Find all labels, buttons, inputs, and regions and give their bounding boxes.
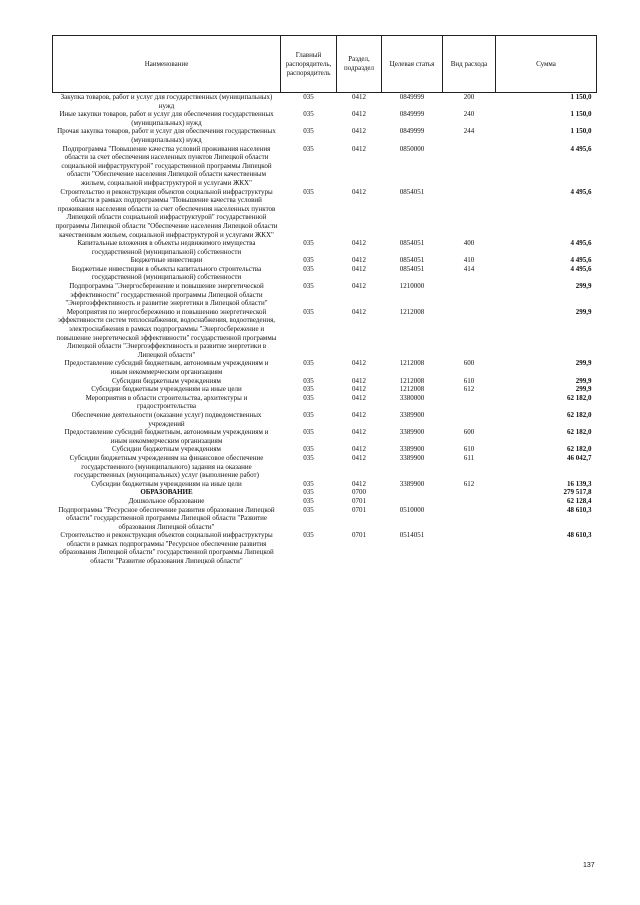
table-row [53,127,597,144]
cell-admin: 035 [303,445,314,454]
cell-sum: 62 182,0 [567,428,592,437]
cell-admin: 035 [303,479,314,488]
cell-sum: 62 182,0 [567,410,592,419]
cell-admin: 035 [303,496,314,505]
cell-target: 0849999 [399,127,425,136]
cell-target: 3389900 [399,410,425,419]
cell-sum: 4 495,6 [570,264,592,273]
cell-expense-type [443,394,496,411]
cell-admin: 035 [303,453,314,462]
cell-name: Обеспечение деятельности (оказание услуг) подведомственных учреждений [71,410,262,428]
cell-section: 0412 [352,127,366,136]
cell-admin: 035 [303,264,314,273]
cell-name: Закупка товаров, работ и услуг для государственных (муниципальных) нужд [60,93,273,110]
cell-sum: 1 150,0 [570,93,592,101]
header-target: Целевая статья [382,36,443,93]
cell-sum: 62 182,0 [567,445,592,454]
cell-target: 3389900 [399,428,425,437]
cell-target: 0854051 [399,239,425,248]
cell-expense-type: 612 [463,479,475,488]
cell-admin: 035 [303,110,314,119]
cell-admin: 035 [303,505,314,514]
cell-name: Подпрограмма "Ресурсное обеспечение развития образования Липецкой области" государственной программы Липецкой области "Развитие образования Липецкой области" [58,505,275,531]
table-row [53,188,597,240]
cell-target: 0854051 [399,256,425,265]
cell-name: Бюджетные инвестиции [130,256,203,265]
table-row [53,256,597,265]
cell-expense-type: 611 [463,453,475,462]
table-row [53,377,597,386]
cell-expense-type [443,411,496,428]
cell-sum: 1 150,0 [570,110,592,119]
cell-name: Бюджетные инвестиции в объекты капитального строительства государственной (муниципальной) собственности [71,264,262,282]
table-row [53,488,597,497]
header-name: Наименование [53,36,281,93]
cell-expense-type: 600 [463,359,475,368]
cell-expense-type: 410 [463,256,475,265]
cell-name: Предоставление субсидий бюджетным, автономным учреждениям и иным некоммерческим организациям [64,359,269,376]
cell-section: 0412 [352,144,366,153]
cell-name: Прочая закупка товаров, работ и услуг для обеспечения государственных (муниципальных) нужд [57,127,276,144]
table-row [53,145,597,188]
cell-sum: 299,9 [575,385,592,394]
cell-target: 3380000 [399,393,425,402]
budget-table [52,35,597,566]
cell-section: 0412 [352,393,366,402]
header-section: Раздел, подраздел [337,36,382,93]
cell-name: Мероприятия в области строительства, архитектуры и градостроительства [85,393,248,411]
cell-target: 0514051 [399,531,425,540]
cell-name: Иные закупки товаров, работ и услуг для обеспечения государственных (муниципальных) нужд [59,110,274,127]
cell-section: 0412 [352,307,366,316]
table-row [53,445,597,454]
cell-admin: 035 [303,256,314,265]
cell-section: 0412 [352,376,366,385]
cell-section: 0412 [352,264,366,273]
table-row [53,531,597,565]
cell-name: Субсидии бюджетным учреждениям [112,376,221,385]
cell-sum: 62 128,4 [567,496,592,505]
cell-target: 0849999 [399,93,425,101]
table-header-row [53,36,597,93]
cell-target: 3389900 [399,453,425,462]
cell-target: 3389900 [399,445,425,454]
cell-sum: 1 150,0 [570,127,592,136]
cell-sum: 4 495,6 [570,187,592,196]
cell-name: Субсидии бюджетным учреждениям [112,445,221,454]
cell-target: 1212008 [399,376,425,385]
cell-section: 0412 [352,410,366,419]
cell-expense-type [443,531,496,565]
cell-target: 0854051 [399,187,425,196]
cell-sum: 62 182,0 [567,393,592,402]
cell-expense-type: 244 [463,127,475,136]
cell-name: Субсидии бюджетным учреждениям на финансовое обеспечение государственного (муниципального) задания на оказание государственных (муниципальных) услуг (выполнение работ) [69,453,264,480]
cell-target: 1212008 [399,307,425,316]
cell-section: 0701 [352,531,366,540]
cell-admin: 035 [303,488,314,497]
cell-name: Капитальные вложения в объекты недвижимого имущества государственной (муниципальной) собственности [77,239,256,256]
cell-admin: 035 [303,127,314,136]
table-body [53,93,597,566]
cell-expense-type: 610 [463,445,475,454]
table-row [53,385,597,394]
cell-section: 0412 [352,428,366,437]
cell-admin: 035 [303,239,314,248]
cell-target: 0849999 [399,110,425,119]
cell-sum: 16 139,3 [567,479,592,488]
cell-name: Субсидии бюджетным учреждениям на иные цели [91,479,242,488]
cell-admin: 035 [303,428,314,437]
cell-expense-type: 414 [463,264,475,273]
cell-section: 0412 [352,187,366,196]
table-row [53,93,597,111]
cell-expense-type [443,506,496,532]
cell-section: 0412 [352,445,366,454]
cell-section: 0412 [352,93,366,101]
cell-expense-type: 400 [463,239,475,248]
table-row [53,428,597,445]
cell-sum: 48 610,3 [567,505,592,514]
cell-sum: 299,9 [575,359,592,368]
cell-target [382,488,443,497]
cell-name: Подпрограмма "Энергосбережение и повышение энергетической эффективности" государственной программы Липецкой области "Энергоэффективность и развитие энергетики в Липецкой области" [65,282,268,308]
cell-admin: 035 [303,144,314,153]
cell-expense-type [443,497,496,506]
cell-expense-type [443,282,496,308]
cell-sum: 4 495,6 [570,256,592,265]
cell-admin: 035 [303,307,314,316]
cell-expense-type: 240 [463,110,475,119]
cell-section: 0412 [352,256,366,265]
cell-section: 0701 [352,496,366,505]
cell-admin: 035 [303,393,314,402]
cell-sum: 4 495,6 [570,239,592,248]
cell-target: 0854051 [399,264,425,273]
cell-target: 0850000 [399,144,425,153]
cell-sum: 299,9 [575,376,592,385]
cell-admin: 035 [303,282,314,291]
cell-expense-type: 612 [463,385,475,394]
page-number: 137 [583,862,595,869]
cell-name: Строительство и реконструкция объектов социальной инфраструктуры области в рамках подпрограммы "Повышение качества условий проживания населения области за счет обеспечения населенных пунктов Липецкой области социальной инфраструктурой" государственной программы Липецкой области "Обеспечение населения Липецкой области качественным жильем, социальной инфраструктурой и услугами ЖКХ" [55,187,278,239]
cell-name: Дошкольное образование [128,496,205,505]
cell-target [382,497,443,506]
table-row [53,308,597,360]
header-admin: Главный распорядитель, распорядитель [281,36,337,93]
table-row [53,394,597,411]
table-row [53,239,597,256]
table-row [53,282,597,308]
cell-target: 1212008 [399,359,425,368]
cell-section: 0412 [352,110,366,119]
cell-name: Подпрограмма "Повышение качества условий проживания населения области за счет обеспечения населенных пунктов Липецкой области социальной инфраструктурой" государственной программы Липецкой области "Обеспечение населения Липецкой области качественным жильем, социальной инфраструктурой и услугами ЖКХ" [61,144,272,187]
cell-section: 0412 [352,282,366,291]
cell-sum: 46 042,7 [567,453,592,462]
cell-name: Субсидии бюджетным учреждениям на иные цели [91,385,242,394]
budget-table-container [52,35,596,566]
cell-target: 1210000 [399,282,425,291]
cell-expense-type: 610 [463,376,475,385]
cell-target: 3389900 [399,479,425,488]
cell-admin: 035 [303,531,314,540]
cell-expense-type [443,308,496,360]
table-row [53,480,597,489]
cell-target: 1212008 [399,385,425,394]
cell-admin: 035 [303,187,314,196]
cell-admin: 035 [303,376,314,385]
cell-section: 0700 [352,488,366,497]
header-expense-type: Вид расхода [443,36,496,93]
cell-sum: 299,9 [575,282,592,291]
cell-expense-type: 600 [463,428,475,437]
cell-section: 0412 [352,453,366,462]
cell-section: 0412 [352,479,366,488]
table-row [53,506,597,532]
table-row [53,454,597,480]
cell-admin: 035 [303,385,314,394]
cell-admin: 035 [303,410,314,419]
cell-section: 0701 [352,505,366,514]
cell-sum: 48 610,3 [567,531,592,540]
cell-sum: 279 517,8 [563,488,592,497]
cell-admin: 035 [303,359,314,368]
table-row [53,110,597,127]
cell-expense-type [443,145,496,188]
cell-expense-type: 200 [463,93,475,101]
table-row [53,359,597,376]
cell-section: 0412 [352,359,366,368]
cell-section: 0412 [352,385,366,394]
cell-section: 0412 [352,239,366,248]
cell-name: Предоставление субсидий бюджетным, автономным учреждениям и иным некоммерческим организациям [64,428,269,445]
cell-admin: 035 [303,93,314,101]
cell-name: ОБРАЗОВАНИЕ [140,488,193,497]
table-row [53,497,597,506]
cell-expense-type [443,488,496,497]
cell-expense-type [443,188,496,240]
header-sum: Сумма [496,36,597,93]
cell-target: 0510000 [399,505,425,514]
table-row [53,411,597,428]
cell-name: Мероприятия по энергосбережению и повышению энергетической эффективности систем теплоснабжения, водоснабжения, водоотведения, электроснабжения в рамках подпрограммы "Энергосбережение и повышение энергетической эффективности" государственной программы Липецкой области "Энергоэффективность и развитие энергетики в Липецкой области" [56,307,277,359]
cell-sum: 299,9 [575,307,592,316]
cell-sum: 4 495,6 [570,144,592,153]
table-row [53,265,597,282]
cell-name: Строительство и реконструкция объектов социальной инфраструктуры области в рамках подпрограммы "Ресурсное обеспечение развития образования Липецкой области" государственной программы Липецкой области "Развитие образования Липецкой области" [59,531,274,566]
